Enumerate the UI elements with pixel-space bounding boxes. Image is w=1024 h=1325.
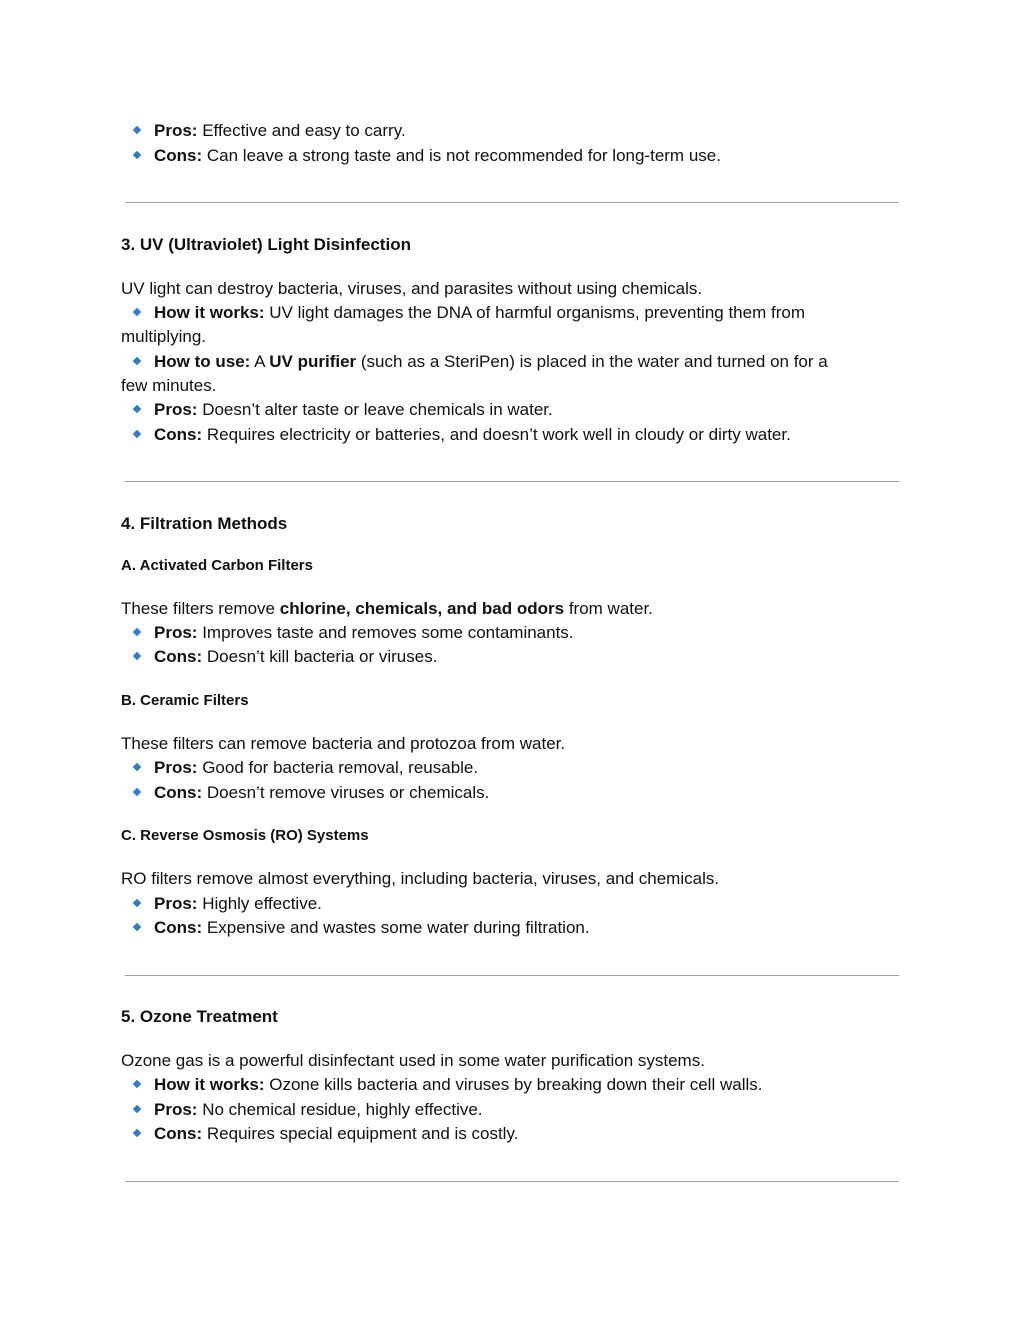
diamond-bullet-icon bbox=[133, 429, 141, 437]
subheading-ceramic: B. Ceramic Filters bbox=[121, 692, 249, 709]
horizontal-rule bbox=[125, 481, 899, 482]
diamond-bullet-icon bbox=[133, 627, 141, 635]
list-item: Pros: Improves taste and removes some contaminants. bbox=[134, 622, 574, 644]
paragraph: UV light can destroy bacteria, viruses, and parasites without using chemicals. bbox=[121, 279, 703, 298]
list-item-continuation: multiplying. bbox=[121, 327, 207, 346]
subheading-carbon: A. Activated Carbon Filters bbox=[121, 557, 313, 574]
list-item: Cons: Requires electricity or batteries, and doesn’t work well in cloudy or dirty water. bbox=[134, 424, 791, 446]
list-item: Cons: Can leave a strong taste and is not recommended for long-term use. bbox=[134, 145, 721, 167]
horizontal-rule bbox=[125, 975, 899, 976]
list-item: Pros: No chemical residue, highly effective. bbox=[134, 1099, 483, 1121]
diamond-bullet-icon bbox=[133, 922, 141, 930]
diamond-bullet-icon bbox=[133, 150, 141, 158]
diamond-bullet-icon bbox=[133, 1079, 141, 1087]
diamond-bullet-icon bbox=[133, 307, 141, 315]
list-item: Pros: Highly effective. bbox=[134, 893, 322, 915]
list-item: How it works: UV light damages the DNA of harmful organisms, preventing them from bbox=[134, 302, 805, 324]
list-item: Pros: Doesn’t alter taste or leave chemicals in water. bbox=[134, 399, 553, 421]
list-item: Cons: Requires special equipment and is costly. bbox=[134, 1123, 518, 1145]
section-heading-filtration: 4. Filtration Methods bbox=[121, 514, 288, 533]
section-heading-ozone: 5. Ozone Treatment bbox=[121, 1007, 278, 1026]
subheading-ro: C. Reverse Osmosis (RO) Systems bbox=[121, 827, 369, 844]
list-item: Cons: Expensive and wastes some water during filtration. bbox=[134, 917, 590, 939]
list-item: Cons: Doesn’t kill bacteria or viruses. bbox=[134, 646, 437, 668]
horizontal-rule bbox=[125, 1181, 899, 1182]
list-item: How it works: Ozone kills bacteria and viruses by breaking down their cell walls. bbox=[134, 1074, 762, 1096]
diamond-bullet-icon bbox=[133, 404, 141, 412]
list-item: Pros: Effective and easy to carry. bbox=[134, 120, 406, 142]
section-heading-uv: 3. UV (Ultraviolet) Light Disinfection bbox=[121, 235, 411, 254]
diamond-bullet-icon bbox=[133, 1128, 141, 1136]
paragraph: These filters can remove bacteria and protozoa from water. bbox=[121, 734, 566, 753]
list-item-continuation: few minutes. bbox=[121, 376, 217, 395]
diamond-bullet-icon bbox=[133, 1104, 141, 1112]
diamond-bullet-icon bbox=[133, 651, 141, 659]
paragraph: RO filters remove almost everything, including bacteria, viruses, and chemicals. bbox=[121, 869, 720, 888]
paragraph: These filters remove chlorine, chemicals, and bad odors from water. bbox=[121, 599, 653, 618]
diamond-bullet-icon bbox=[133, 125, 141, 133]
list-item: Cons: Doesn’t remove viruses or chemicals. bbox=[134, 782, 489, 804]
diamond-bullet-icon bbox=[133, 356, 141, 364]
list-item: How to use: A UV purifier (such as a SteriPen) is placed in the water and turned on for a bbox=[134, 351, 828, 373]
diamond-bullet-icon bbox=[133, 762, 141, 770]
horizontal-rule bbox=[125, 202, 899, 203]
list-item: Pros: Good for bacteria removal, reusable. bbox=[134, 757, 478, 779]
diamond-bullet-icon bbox=[133, 787, 141, 795]
paragraph: Ozone gas is a powerful disinfectant used in some water purification systems. bbox=[121, 1051, 705, 1070]
diamond-bullet-icon bbox=[133, 898, 141, 906]
